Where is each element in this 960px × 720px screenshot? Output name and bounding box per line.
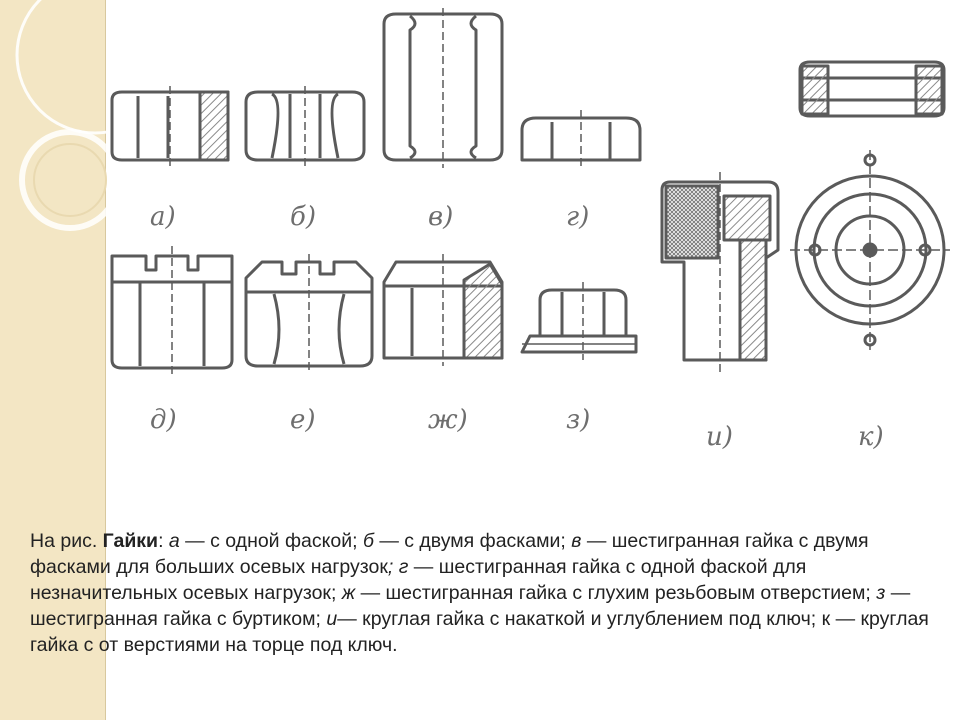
label-g: г): [566, 202, 590, 232]
label-k: к): [858, 422, 884, 452]
nut-v: [384, 8, 502, 168]
caption-letter-v: в: [571, 530, 582, 552]
nut-a: [112, 86, 228, 168]
caption-letter-z: з: [876, 582, 886, 604]
caption-letter-a: а: [168, 530, 180, 552]
nut-k: [790, 62, 950, 350]
caption-colon: :: [158, 530, 169, 552]
label-d: д): [150, 405, 177, 435]
caption-text-zh: — шестигранная гайка с глухим резьбовым отверстием;: [355, 582, 877, 604]
caption-semicolon: ;: [387, 556, 394, 578]
caption-text-g: — шестигранная гайка с одной фаской для незначительных осевых нагрузок;: [30, 556, 807, 604]
label-v: в): [428, 202, 454, 232]
nut-e: [246, 254, 372, 374]
label-zh: ж): [428, 405, 468, 435]
nut-d: [112, 246, 232, 376]
caption-letter-i: и: [326, 608, 338, 630]
caption-letter-zh: ж: [341, 582, 356, 604]
nut-z: [522, 282, 636, 360]
nut-i: [662, 172, 778, 372]
caption-text-z: — шестигранная гайка с буртиком;: [30, 582, 911, 630]
label-z: з): [566, 405, 591, 435]
label-e: е): [290, 405, 316, 435]
caption-letter-b: б: [362, 530, 374, 552]
caption-text-v: — шестигранная гайка с двумя фасками для больших осевых нагрузок: [30, 530, 869, 578]
nut-zh: [384, 254, 502, 366]
caption-letter-g: г: [393, 556, 409, 578]
caption: [30, 528, 930, 658]
label-i: и): [706, 422, 733, 452]
nut-b: [246, 86, 364, 168]
label-b: б): [290, 202, 317, 232]
caption-text-i: — круглая гайка с накаткой и углублением под ключ; к — круглая гайка с от верстиями на торце под ключ.: [30, 608, 929, 656]
label-a: а): [150, 202, 176, 232]
caption-text-b: — с двумя фасками;: [373, 530, 572, 552]
caption-title: Гайки: [102, 530, 159, 552]
caption-text-a: — с одной фаской;: [179, 530, 363, 552]
nut-g: [522, 110, 640, 168]
caption-lead: На рис.: [30, 530, 103, 552]
